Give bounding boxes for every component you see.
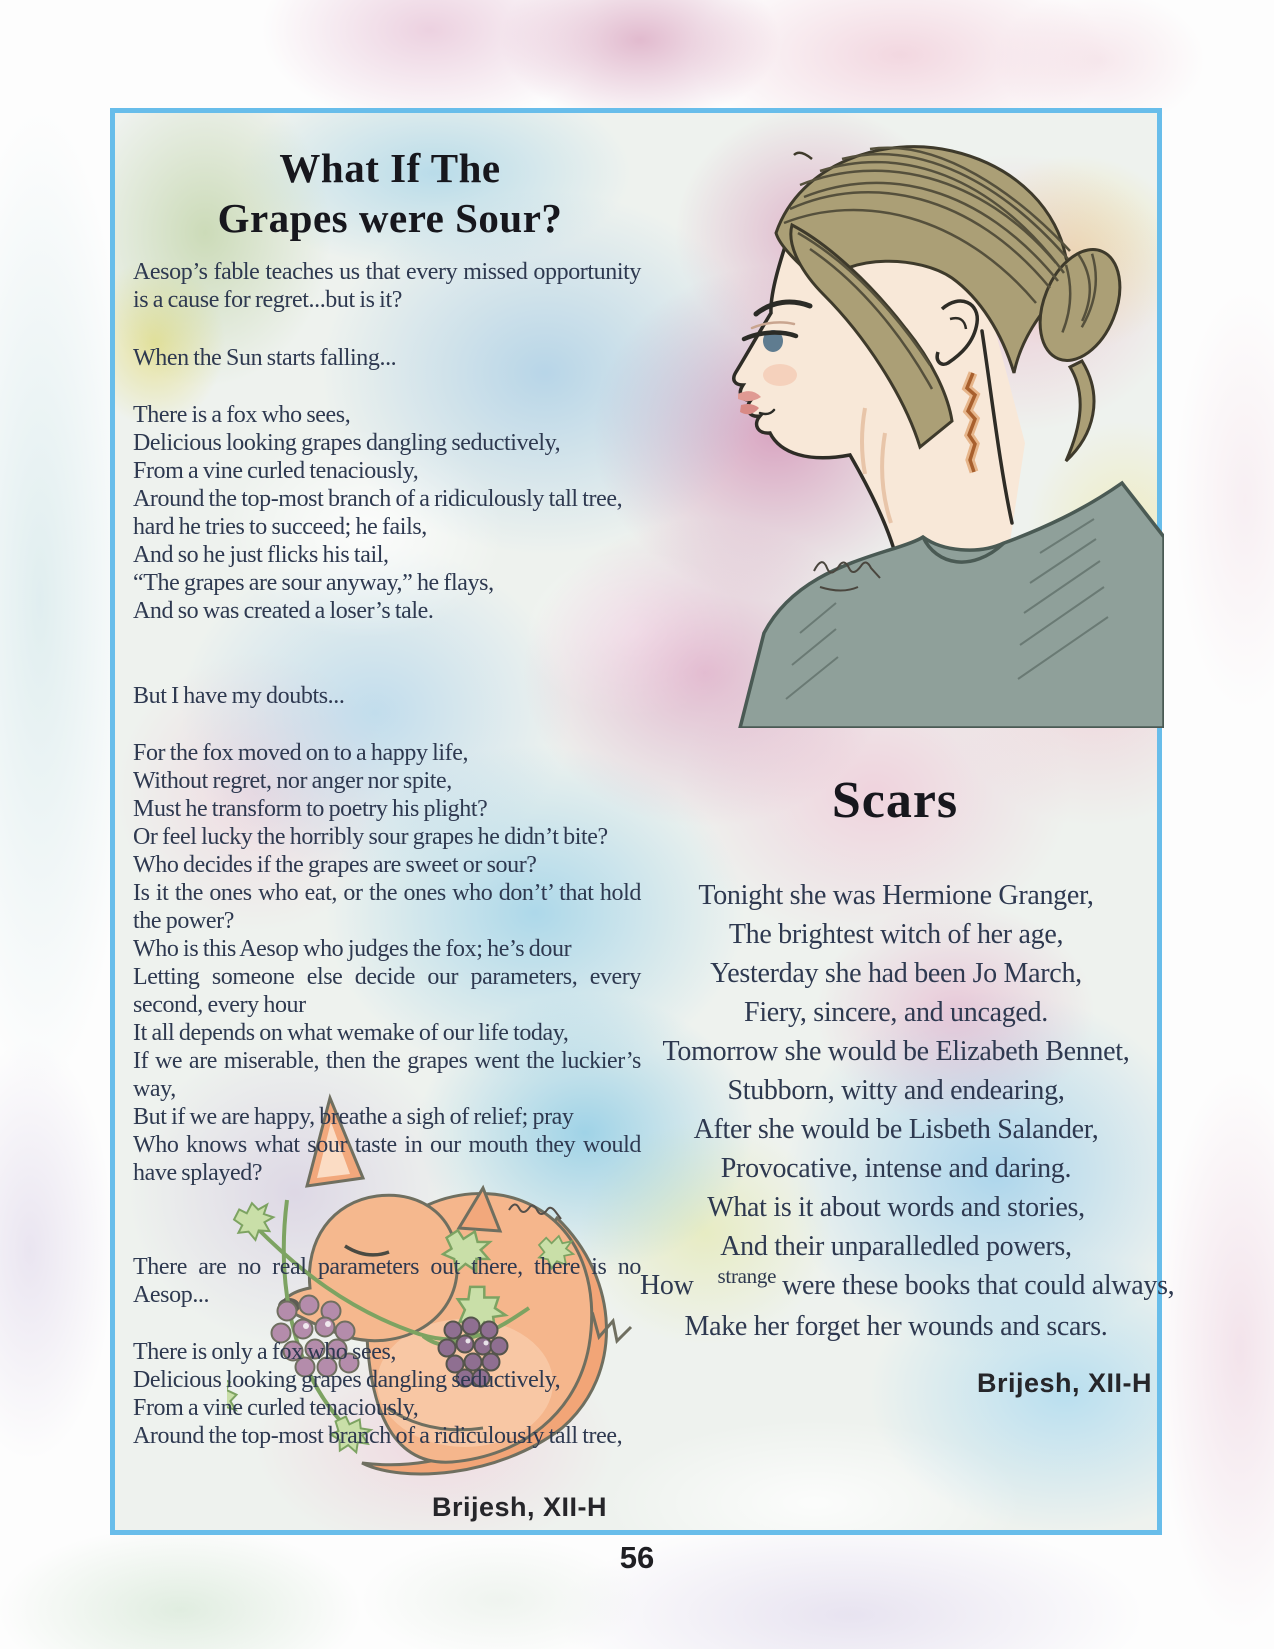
poem-line: Delicious looking grapes dangling seductively, (133, 430, 561, 456)
poem-line: Delicious looking grapes dangling seductively, (133, 1367, 561, 1393)
poem-line: But if we are happy, breathe a sigh of relief; pray (133, 1104, 574, 1130)
poem-line: Or feel lucky the horribly sour grapes he didn’t bite? (133, 824, 608, 850)
poem-line: Around the top-most branch of a ridiculously tall tree, (133, 1423, 623, 1449)
poem-line: Yesterday she had been Jo March, (710, 958, 1082, 989)
poem-line: Who knows what sour taste in our mouth they would have splayed? (133, 1132, 641, 1186)
title-line-2: Grapes were Sour? (217, 195, 563, 241)
poem-line: What is it about words and stories, (707, 1192, 1085, 1223)
poem-line: Letting someone else decide our parameters, every second, every hour (133, 964, 641, 1018)
poem-line: “The grapes are sour anyway,” he flays, (133, 570, 494, 596)
grapes-poem-title (135, 143, 645, 243)
title-line-1: What If The (279, 145, 501, 191)
grapes-poem-opening-line: When the Sun starts falling... (133, 345, 397, 371)
poem-line: There is a fox who sees, (133, 402, 351, 428)
poem-line: hard he tries to succeed; he fails, (133, 514, 427, 540)
poem-line: Stubborn, witty and endearing, (727, 1075, 1065, 1106)
poem-line: Who is this Aesop who judges the fox; he’s dour (133, 936, 572, 962)
poem-line: From a vine curled tenaciously, (133, 458, 419, 484)
poem-line: From a vine curled tenaciously, (133, 1395, 419, 1421)
woman-illustration (680, 113, 1164, 728)
poem-line: There is only a fox who sees, (133, 1339, 396, 1365)
grapes-poem-stanza-3 (133, 1338, 641, 1450)
poem-line: It all depends on what wemake of our life today, (133, 1020, 569, 1046)
scars-poem-attribution: Brijesh, XII-H (976, 1368, 1152, 1398)
poem-line: And their unparalledled powers, (720, 1231, 1072, 1262)
grapes-poem-attribution: Brijesh, XII-H (431, 1492, 607, 1522)
poem-line: Is it the ones who eat, or the ones who don’t’ that hold the power? (133, 880, 641, 934)
grapes-poem-stanza-2 (133, 739, 641, 1187)
scars-poem-lines (640, 876, 1152, 1266)
page-number: 56 (619, 1540, 655, 1575)
inserted-line-start: How (640, 1270, 694, 1301)
poem-line: After she would be Lisbeth Salander, (693, 1114, 1099, 1145)
inserted-line-end: were these books that could always, (782, 1270, 1175, 1301)
poem-line: The brightest witch of her age, (728, 919, 1064, 950)
inserted-word: strange (717, 1264, 777, 1288)
poem-line: Fiery, sincere, and uncaged. (744, 997, 1048, 1028)
poem-line: Tonight she was Hermione Granger, (698, 880, 1094, 911)
poem-line: And so was created a loser’s tale. (133, 598, 434, 624)
content-frame (110, 108, 1175, 1535)
grapes-poem-stanza-1 (133, 401, 641, 625)
hair-tail (1066, 361, 1094, 461)
poem-line: If we are miserable, then the grapes went the luckier’s way, (133, 1048, 641, 1102)
grapes-poem-doubts-line: But I have my doubts... (133, 683, 345, 709)
poem-line: Tomorrow she would be Elizabeth Bennet, (662, 1036, 1130, 1067)
poem-line: And so he just flicks his tail, (133, 542, 389, 568)
poem-line: Must he transform to poetry his plight? (133, 796, 488, 822)
grapes-poem-intro: Aesop’s fable teaches us that every missed opportunity is a cause for regret...but is it? (133, 259, 641, 313)
scars-poem-title: Scars (831, 772, 959, 829)
poem-line: Without regret, nor anger nor spite, (133, 768, 452, 794)
scars-poem (640, 876, 1175, 1346)
poem-line: Around the top-most branch of a ridiculously tall tree, (133, 486, 623, 512)
poem-line: Provocative, intense and daring. (720, 1153, 1072, 1184)
poem-line: For the fox moved on to a happy life, (133, 740, 469, 766)
grapes-poem-no-parameters-line: There are no real parameters out there, there is no Aesop... (133, 1254, 641, 1308)
poem-line: Who decides if the grapes are sweet or sour? (133, 852, 537, 878)
poem-line-with-insert (640, 1264, 1175, 1307)
scars-poem-closing-line: Make her forget her wounds and scars. (684, 1311, 1108, 1342)
